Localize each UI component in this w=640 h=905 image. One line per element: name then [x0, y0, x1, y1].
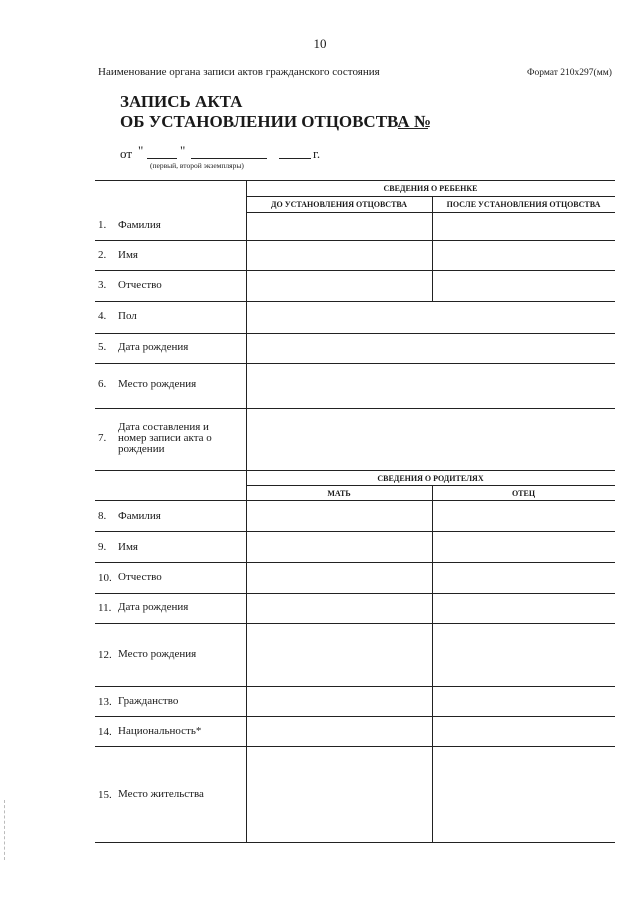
child-birth-record-field[interactable]	[247, 409, 614, 469]
row-label-parent-birth-place: Место рождения	[118, 648, 197, 660]
mother-residence-field[interactable]	[247, 747, 431, 841]
child-name-before-field[interactable]	[247, 241, 431, 269]
father-birth-place-field[interactable]	[433, 624, 614, 685]
col-after-paternity: ПОСЛЕ УСТАНОВЛЕНИЯ ОТЦОВСТВА	[446, 200, 601, 209]
row-label-birth-date: Дата рождения	[118, 341, 189, 353]
row-number: 2.	[98, 249, 107, 261]
date-quote-open: "	[138, 143, 144, 158]
form-title: ЗАПИСЬ АКТА	[120, 92, 243, 111]
row-number: 4.	[98, 310, 107, 322]
table-top-border	[95, 180, 615, 181]
form-subtitle: ОБ УСТАНОВЛЕНИИ ОТЦОВСТВА №	[120, 112, 431, 131]
mother-name-field[interactable]	[247, 532, 431, 561]
record-number-field[interactable]	[398, 128, 428, 129]
row-number: 9.	[98, 541, 107, 553]
col-father: ОТЕЦ	[511, 489, 536, 498]
row-label-birth-place: Место рождения	[118, 378, 197, 390]
mother-birth-date-field[interactable]	[247, 594, 431, 622]
date-year-suffix: г.	[313, 146, 321, 161]
row-label-birth-record-line2: номер записи акта о	[118, 432, 212, 444]
row-label-parent-nationality: Национальность*	[118, 725, 202, 737]
date-quote-close: "	[180, 143, 186, 158]
date-year-field[interactable]	[279, 158, 311, 159]
row-number: 7.	[98, 432, 107, 444]
row-divider	[95, 470, 615, 471]
mother-patronymic-field[interactable]	[247, 563, 431, 592]
father-surname-field[interactable]	[433, 501, 614, 530]
row-label-sex: Пол	[118, 310, 137, 322]
date-subscript: (первый, второй экземпляры)	[150, 161, 244, 170]
col-before-paternity: ДО УСТАНОВЛЕНИЯ ОТЦОВСТВА	[270, 200, 408, 209]
row-number: 13.	[98, 696, 112, 708]
row-number: 10.	[98, 572, 112, 584]
father-nationality-field[interactable]	[433, 717, 614, 745]
child-birth-date-field[interactable]	[247, 334, 614, 362]
father-residence-field[interactable]	[433, 747, 614, 841]
father-patronymic-field[interactable]	[433, 563, 614, 592]
mother-surname-field[interactable]	[247, 501, 431, 530]
row-number: 11.	[98, 602, 112, 614]
row-number: 15.	[98, 789, 112, 801]
row-label-parent-surname: Фамилия	[118, 510, 161, 522]
child-section-heading: СВЕДЕНИЯ О РЕБЕНКЕ	[383, 184, 478, 193]
father-citizenship-field[interactable]	[433, 687, 614, 715]
row-number: 5.	[98, 341, 107, 353]
row-label-parent-name: Имя	[118, 541, 138, 553]
parents-heading-divider	[246, 485, 615, 486]
scan-edge-marks	[4, 800, 7, 860]
row-label-parent-birth-date: Дата рождения	[118, 601, 189, 613]
child-patronymic-before-field[interactable]	[247, 271, 431, 300]
father-name-field[interactable]	[433, 532, 614, 561]
row-label-parent-residence: Место жительства	[118, 788, 204, 800]
row-label-birth-record-line3: рождении	[118, 443, 165, 455]
child-surname-after-field[interactable]	[433, 213, 614, 239]
col-mother: МАТЬ	[327, 489, 351, 498]
row-label-birth-record-line1: Дата составления и	[118, 421, 209, 433]
row-label-parent-citizenship: Гражданство	[118, 695, 179, 707]
row-number: 8.	[98, 510, 107, 522]
mother-citizenship-field[interactable]	[247, 687, 431, 715]
date-prefix: от	[120, 146, 133, 161]
format-label: Формат 210х297(мм)	[527, 68, 612, 78]
row-number: 6.	[98, 378, 107, 390]
row-number: 12.	[98, 649, 112, 661]
row-label-surname: Фамилия	[118, 219, 161, 231]
child-surname-before-field[interactable]	[247, 213, 431, 239]
row-number: 1.	[98, 219, 107, 231]
date-month-field[interactable]	[191, 158, 267, 159]
father-birth-date-field[interactable]	[433, 594, 614, 622]
child-name-after-field[interactable]	[433, 241, 614, 269]
row-label-name: Имя	[118, 249, 138, 261]
table-bottom-border	[95, 842, 615, 843]
mother-nationality-field[interactable]	[247, 717, 431, 745]
row-label-patronymic: Отчество	[118, 279, 162, 291]
child-sex-field[interactable]	[247, 302, 614, 332]
page-number: 10	[313, 36, 327, 51]
mother-birth-place-field[interactable]	[247, 624, 431, 685]
registry-organ-label: Наименование органа записи актов гражданского состояния	[98, 66, 380, 78]
date-day-field[interactable]	[147, 158, 177, 159]
child-birth-place-field[interactable]	[247, 364, 614, 407]
row-number: 3.	[98, 279, 107, 291]
parents-section-heading: СВЕДЕНИЯ О РОДИТЕЛЯХ	[377, 474, 484, 483]
row-number: 14.	[98, 726, 112, 738]
child-heading-divider	[246, 196, 615, 197]
child-patronymic-after-field[interactable]	[433, 271, 614, 300]
row-label-parent-patronymic: Отчество	[118, 571, 162, 583]
